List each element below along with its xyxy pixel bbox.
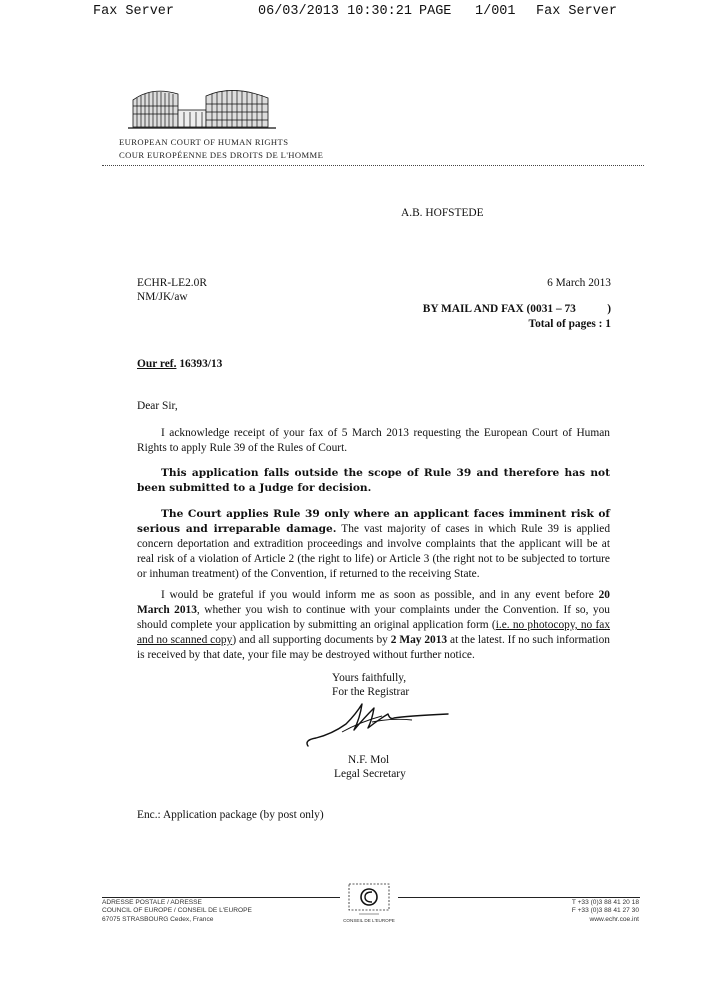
rule-39-emphasis: The Court applies Rule 39 only where an applicant faces imminent risk of serious and irreparable damage. bbox=[137, 508, 610, 535]
fax-header bbox=[0, 4, 707, 20]
closing-for-registrar: For the Registrar bbox=[332, 686, 410, 698]
deadline-date-1: 20 March 2013 bbox=[137, 589, 610, 616]
paragraph-rule-39 bbox=[137, 507, 610, 582]
fax-header-left: Fax Server bbox=[93, 4, 175, 19]
fax-header-right: Fax Server bbox=[536, 4, 618, 19]
original-form-note: i.e. no photocopy, no fax and no scanned copy bbox=[137, 619, 611, 646]
footer-address-line3: 67075 STRASBOURG Cedex, France bbox=[102, 915, 214, 923]
footer-fax: F +33 (0)3 88 41 27 30 bbox=[571, 907, 639, 915]
court-name-english: EUROPEAN COURT OF HUMAN RIGHTS bbox=[119, 137, 289, 147]
enclosure-note: Enc.: Application package (by post only) bbox=[137, 809, 324, 821]
deadline-text-b: , whether you wish to continue with your complaints under the Convention. If so, you should complete your application by submitting an original application form ( bbox=[137, 604, 610, 631]
letter-date: 6 March 2013 bbox=[547, 277, 611, 289]
footer-rule-left bbox=[102, 897, 340, 898]
closing-yours-faithfully: Yours faithfully, bbox=[332, 672, 407, 684]
our-reference bbox=[137, 357, 222, 372]
footer-website: www.echr.coe.int bbox=[589, 915, 639, 923]
deadline-text-a: I would be grateful if you would inform me as soon as possible, and in any event before bbox=[161, 589, 599, 601]
deadline-date-2: 2 May 2013 bbox=[390, 634, 448, 646]
handwritten-signature bbox=[302, 698, 452, 750]
signatory-title: Legal Secretary bbox=[334, 768, 406, 780]
total-pages: Total of pages : 1 bbox=[528, 318, 611, 330]
delivery-method: BY MAIL AND FAX (0031 – 73 ) bbox=[422, 303, 611, 315]
initials-code: NM/JK/aw bbox=[137, 291, 188, 303]
footer-address-line1: ADRESSE POSTALE / ADRESSE bbox=[102, 899, 202, 906]
court-building-logo bbox=[128, 82, 278, 134]
deadline-text-c: ) and all supporting documents by bbox=[232, 634, 391, 646]
salutation: Dear Sir, bbox=[137, 400, 178, 412]
our-reference-number: 16393/13 bbox=[179, 358, 223, 370]
footer-address bbox=[102, 899, 252, 924]
rule-39-details: The vast majority of cases in which Rule 39 is applied concern deportation and extradition proceedings and involve complaints that the applicant will be at real risk of a violation of Article 2 (the right to life) or Article 3 (the right not to be subjected to torture or inhuman treatment) of the Convention, if returned to the receiving State. bbox=[137, 523, 611, 580]
recipient-name: A.B. HOFSTEDE bbox=[401, 207, 484, 219]
signatory-name: N.F. Mol bbox=[348, 754, 390, 766]
footer-contact bbox=[572, 899, 639, 924]
our-reference-label: Our ref. bbox=[137, 358, 177, 370]
court-name-french: COUR EUROPÉENNE DES DROITS DE L'HOMME bbox=[119, 150, 324, 160]
paragraph-acknowledgement: I acknowledge receipt of your fax of 5 March 2013 requesting the European Court of Human Rights to apply Rule 39 of the Rules of Court. bbox=[137, 427, 610, 454]
fax-header-datetime: 06/03/2013 10:30:21 bbox=[258, 4, 412, 19]
deadline-text-d: at the latest. If no such information is received by that date, your file may be destroyed without further notice. bbox=[137, 634, 610, 661]
fax-header-page-label: PAGE bbox=[419, 4, 452, 19]
reference-code: ECHR-LE2.0R bbox=[137, 277, 207, 289]
letterhead-divider bbox=[102, 165, 644, 166]
emblem-caption: CONSEIL DE L'EUROPE bbox=[343, 918, 395, 923]
paragraph-deadline bbox=[137, 588, 610, 663]
footer-phone: T +33 (0)3 88 41 20 18 bbox=[571, 899, 639, 906]
footer-rule-right bbox=[398, 897, 640, 898]
paragraph-outside-scope: This application falls outside the scope of Rule 39 and therefore has not been submitted to a Judge for decision. bbox=[137, 467, 610, 494]
footer-address-line2: COUNCIL OF EUROPE / CONSEIL DE L'EUROPE bbox=[102, 907, 252, 915]
fax-header-page-number: 1/001 bbox=[475, 4, 516, 19]
